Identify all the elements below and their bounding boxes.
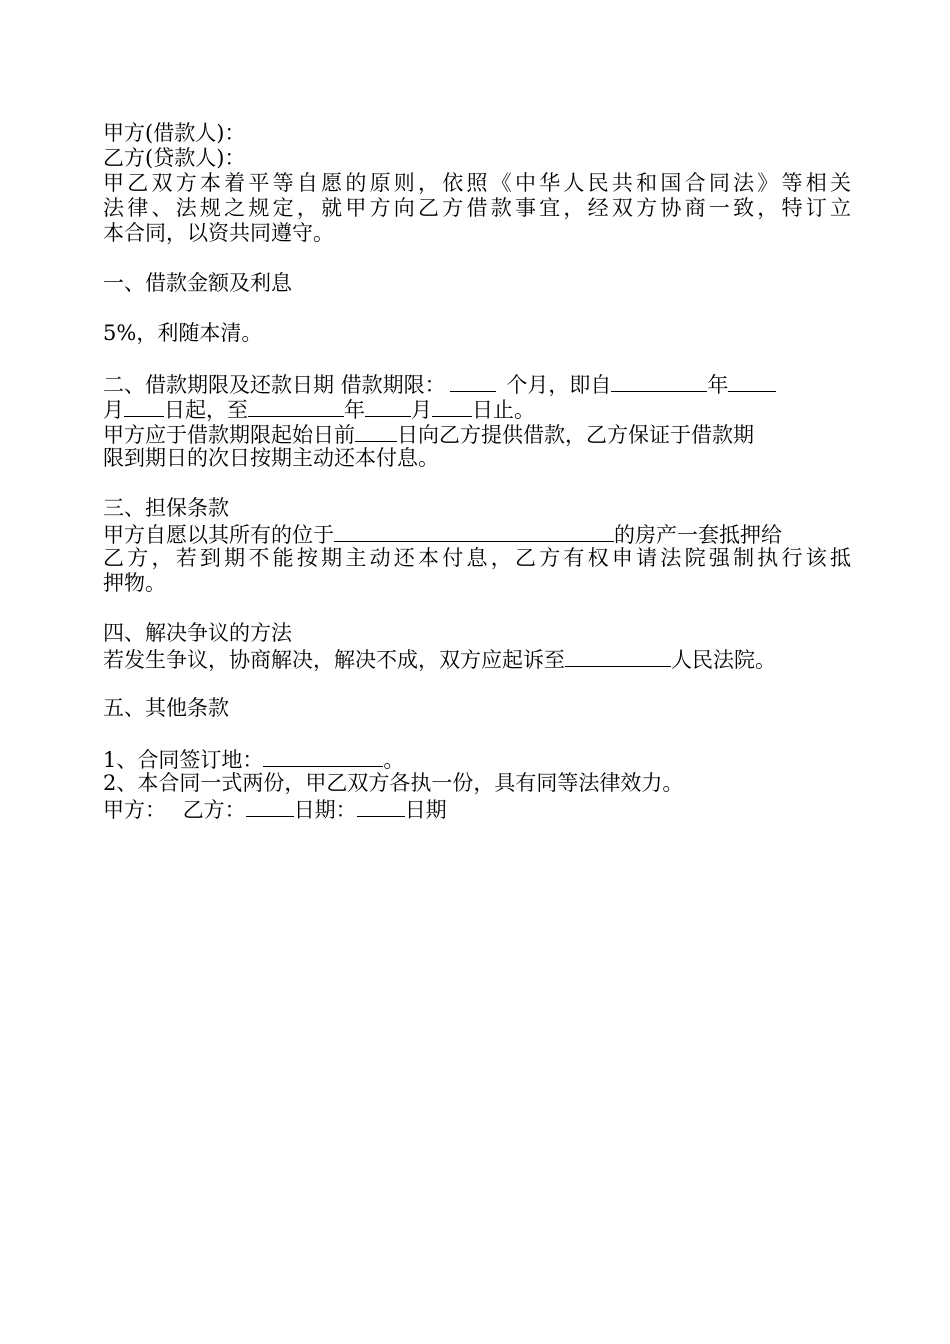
spacer: [103, 671, 851, 696]
dispute-text-a: 若发生争议，协商解决，解决不成，双方应起诉至: [103, 648, 565, 671]
end-month-text: 月: [411, 398, 432, 421]
provide-text-a: 甲方应于借款期限起始日前: [103, 423, 355, 446]
intro-line-2: 法律、法规之规定，就甲方向乙方借款事宜，经双方协商一致，特订立: [103, 196, 851, 220]
court-blank: [565, 646, 671, 667]
end-day-blank: [432, 396, 472, 417]
interest-rate-line: 5%，利随本清。: [103, 321, 263, 345]
provide-days-blank: [355, 421, 397, 442]
copies-line: 2、本合同一式两份，甲乙双方各执一份，具有同等法律效力。: [103, 771, 684, 795]
end-month-blank: [365, 396, 411, 417]
party-a-line: 甲方(借款人)：: [103, 121, 246, 145]
loan-provide-line-1: [103, 421, 851, 446]
signature-blank-2: [357, 796, 405, 817]
collateral-text-a: 甲方自愿以其所有的位于: [103, 523, 334, 546]
start-month-text: 月: [103, 398, 124, 421]
signing-place-end: 。: [383, 748, 405, 771]
collateral-line-1: [103, 521, 851, 546]
section-1-heading: 一、借款金额及利息: [103, 271, 292, 295]
party-a-signature-label: 甲方：: [103, 798, 166, 821]
signature-blank-1: [246, 796, 294, 817]
spacer: [103, 246, 851, 271]
date-label: 日期：: [293, 798, 357, 821]
dispute-line: [103, 646, 851, 671]
section-5-heading: 五、其他条款: [103, 696, 229, 720]
contract-document: [103, 121, 851, 821]
start-year-text: 年: [707, 373, 729, 396]
signing-place-line: [103, 746, 851, 771]
end-day-text: 日止。: [472, 398, 535, 421]
loan-amount-line: [103, 296, 851, 321]
spacer: [103, 346, 851, 371]
collateral-text-b: 的房产一套抵押给: [614, 523, 782, 546]
start-month-blank: [728, 371, 776, 392]
collateral-line-3: 押物。: [103, 571, 166, 595]
collateral-line-2: 乙方，若到期不能按期主动还本付息，乙方有权申请法院强制执行该抵: [103, 546, 851, 570]
end-year-text: 年: [344, 398, 365, 421]
loan-provide-line-2: 限到期日的次日按期主动还本付息。: [103, 446, 439, 470]
provide-text-b: 日向乙方提供借款，乙方保证于借款期: [397, 423, 754, 446]
signing-place-label: 1、合同签订地：: [103, 748, 264, 771]
spacer: [103, 721, 851, 746]
loan-term-line-2: [103, 396, 851, 421]
dispute-text-b: 人民法院。: [671, 648, 776, 671]
start-day-blank: [124, 396, 164, 417]
party-b-signature-label: 乙方：: [182, 798, 246, 821]
start-year-blank: [611, 371, 707, 392]
loan-term-line-1: [103, 371, 851, 396]
signing-place-blank: [263, 746, 383, 767]
section-4-heading: 四、解决争议的方法: [103, 621, 292, 645]
spacer: [103, 471, 851, 496]
property-location-blank: [334, 521, 614, 542]
intro-line-3: 本合同，以资共同遵守。: [103, 221, 334, 245]
section-2-heading: 二、借款期限及还款日期 借款期限：: [103, 373, 446, 396]
start-day-text: 日起，至: [164, 398, 248, 421]
signature-line: [103, 796, 851, 821]
months-text: 个月，即自: [506, 373, 612, 396]
party-b-line: 乙方(贷款人)：: [103, 146, 246, 170]
end-year-blank: [248, 396, 344, 417]
section-3-heading: 三、担保条款: [103, 496, 229, 520]
intro-line-1: 甲乙双方本着平等自愿的原则，依照《中华人民共和国合同法》等相关: [103, 171, 851, 195]
spacer: [103, 596, 851, 621]
date-end-label: 日期: [404, 798, 447, 821]
term-months-blank: [450, 371, 496, 392]
